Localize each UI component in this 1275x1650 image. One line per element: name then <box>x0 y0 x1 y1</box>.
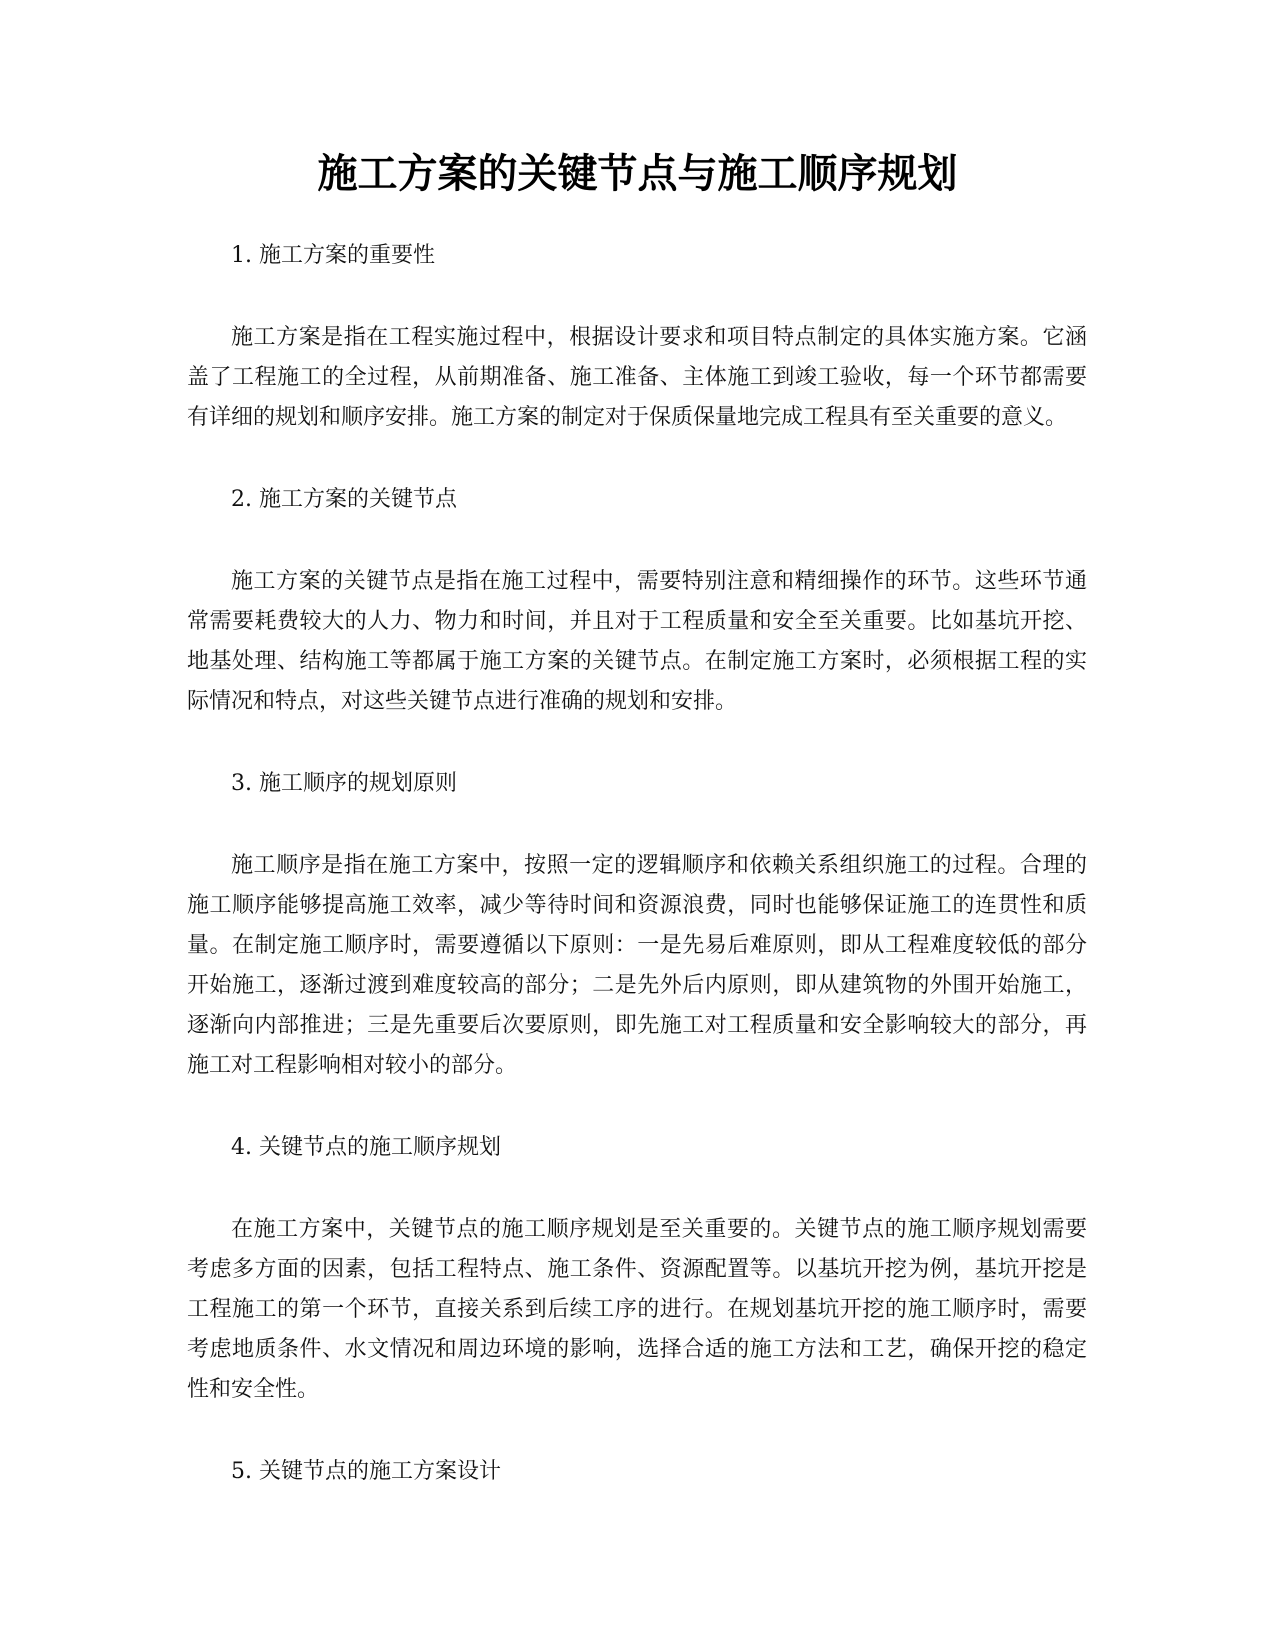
section-4-paragraph: 在施工方案中，关键节点的施工顺序规划是至关重要的。关键节点的施工顺序规划需要考虑多方面的因素，包括工程特点、施工条件、资源配置等。以基坑开挖为例，基坑开挖是工程施工的第一个环节，直接关系到后续工序的进行。在规划基坑开挖的施工顺序时，需要考虑地质条件、水文情况和周边环境的影响，选择合适的施工方法和工艺，确保开挖的稳定性和安全性。 <box>187 1217 1087 1402</box>
section-3-heading: 3. 施工顺序的规划原则 <box>231 771 457 796</box>
document-body <box>187 236 1087 1534</box>
section-4-heading: 4. 关键节点的施工顺序规划 <box>231 1135 501 1160</box>
section-1-heading: 1. 施工方案的重要性 <box>231 243 435 268</box>
section-3-paragraph: 施工顺序是指在施工方案中，按照一定的逻辑顺序和依赖关系组织施工的过程。合理的施工顺序能够提高施工效率，减少等待时间和资源浪费，同时也能够保证施工的连贯性和质量。在制定施工顺序时，需要遵循以下原则：一是先易后难原则，即从工程难度较低的部分开始施工，逐渐过渡到难度较高的部分；二是先外后内原则，即从建筑物的外围开始施工，逐渐向内部推进；三是先重要后次要原则，即先施工对工程质量和安全影响较大的部分，再施工对工程影响相对较小的部分。 <box>187 853 1087 1078</box>
section-2-paragraph: 施工方案的关键节点是指在施工过程中，需要特别注意和精细操作的环节。这些环节通常需要耗费较大的人力、物力和时间，并且对于工程质量和安全至关重要。比如基坑开挖、地基处理、结构施工等都属于施工方案的关键节点。在制定施工方案时，必须根据工程的实际情况和特点，对这些关键节点进行准确的规划和安排。 <box>187 569 1087 714</box>
section-5-heading: 5. 关键节点的施工方案设计 <box>231 1459 501 1484</box>
document-title: 施工方案的关键节点与施工顺序规划 <box>317 151 958 197</box>
section-2-heading: 2. 施工方案的关键节点 <box>231 487 457 512</box>
section-1-paragraph: 施工方案是指在工程实施过程中，根据设计要求和项目特点制定的具体实施方案。它涵盖了工程施工的全过程，从前期准备、施工准备、主体施工到竣工验收，每一个环节都需要有详细的规划和顺序安排。施工方案的制定对于保质保量地完成工程具有至关重要的意义。 <box>187 325 1087 430</box>
